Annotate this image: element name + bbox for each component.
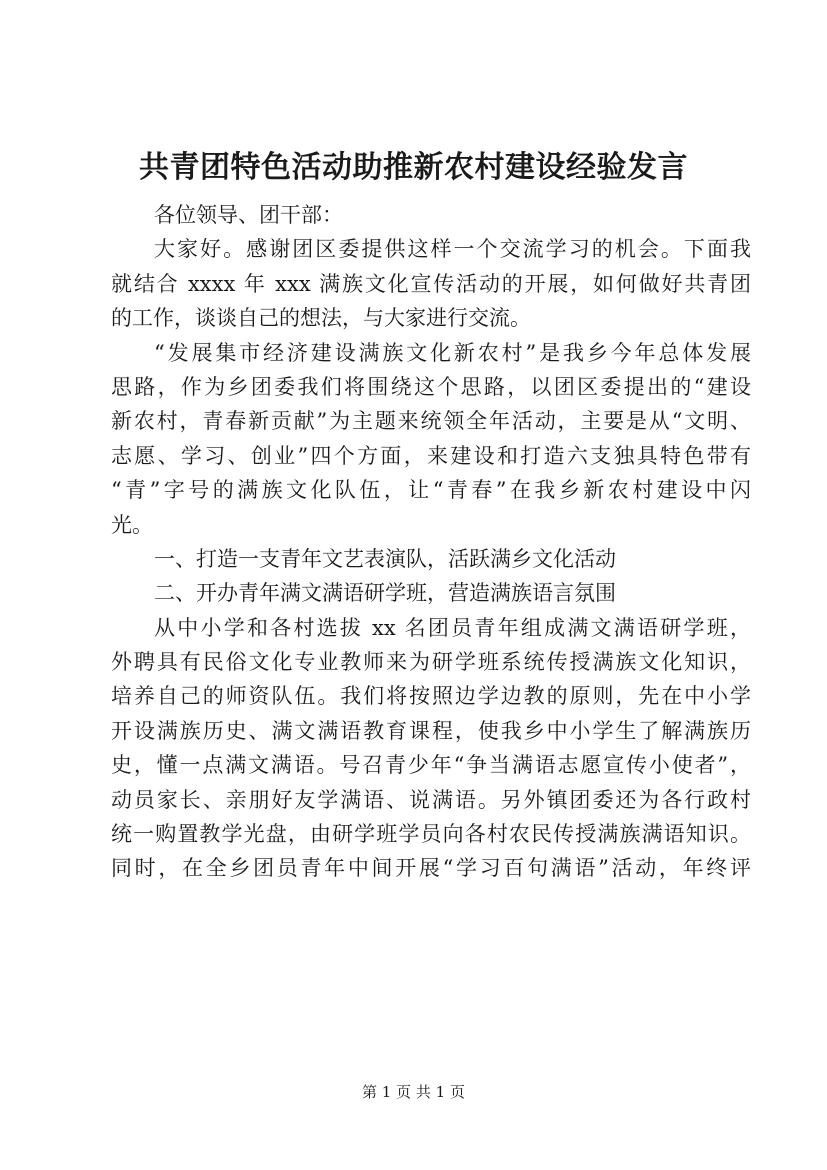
paragraph-line: 史，懂一点满文满语。号召青少年“争当满语志愿宣传小使者”，	[111, 753, 751, 778]
paragraph-line: 动员家长、亲朋好友学满语、说满语。另外镇团委还为各行政村	[111, 787, 751, 812]
document-body	[111, 198, 751, 886]
paragraph-line: 的工作，谈谈自己的想法，与大家进行交流。	[111, 306, 531, 331]
paragraph-line: 开设满族历史、满文满语教育课程，使我乡中小学生了解满族历	[111, 718, 751, 743]
paragraph-line: 就结合 xxxx 年 xxx 满族文化宣传活动的开展，如何做好共青团	[111, 271, 751, 296]
salutation-line: 各位领导、团干部：	[154, 203, 343, 227]
paragraph-line: 志愿、学习、创业”四个方面，来建设和打造六支独具特色带有	[111, 443, 751, 468]
page-footer: 第 1 页 共 1 页	[362, 1083, 465, 1101]
paragraph-line: 培养自己的师资队伍。我们将按照边学边教的原则，先在中小学	[111, 684, 751, 709]
paragraph-line: 同时，在全乡团员青年中间开展“学习百句满语”活动，年终评	[111, 856, 751, 881]
section-heading: 二、开办青年满文满语研学班，营造满族语言氛围	[154, 581, 616, 606]
paragraph-line: 外聘具有民俗文化专业教师来为研学班系统传授满族文化知识，	[111, 650, 751, 675]
section-heading: 一、打造一支青年文艺表演队，活跃满乡文化活动	[154, 546, 616, 571]
paragraph-line: “发展集市经济建设满族文化新农村”是我乡今年总体发展	[154, 340, 751, 365]
paragraph-line: 大家好。感谢团区委提供这样一个交流学习的机会。下面我	[154, 237, 751, 262]
paragraph-line: 新农村，青春新贡献”为主题来统领全年活动，主要是从“文明、	[111, 409, 751, 434]
paragraph-line: “青”字号的满族文化队伍，让“青春”在我乡新农村建设中闪	[111, 478, 751, 503]
paragraph-line: 统一购置教学光盘，由研学班学员向各村农民传授满族满语知识。	[111, 822, 751, 847]
paragraph-line: 从中小学和各村选拔 xx 名团员青年组成满文满语研学班，	[154, 615, 751, 640]
paragraph-line: 光。	[111, 512, 153, 537]
paragraph-line: 思路，作为乡团委我们将围绕这个思路，以团区委提出的“建设	[111, 374, 751, 399]
document-title: 共青团特色活动助推新农村建设经验发言	[139, 150, 688, 185]
